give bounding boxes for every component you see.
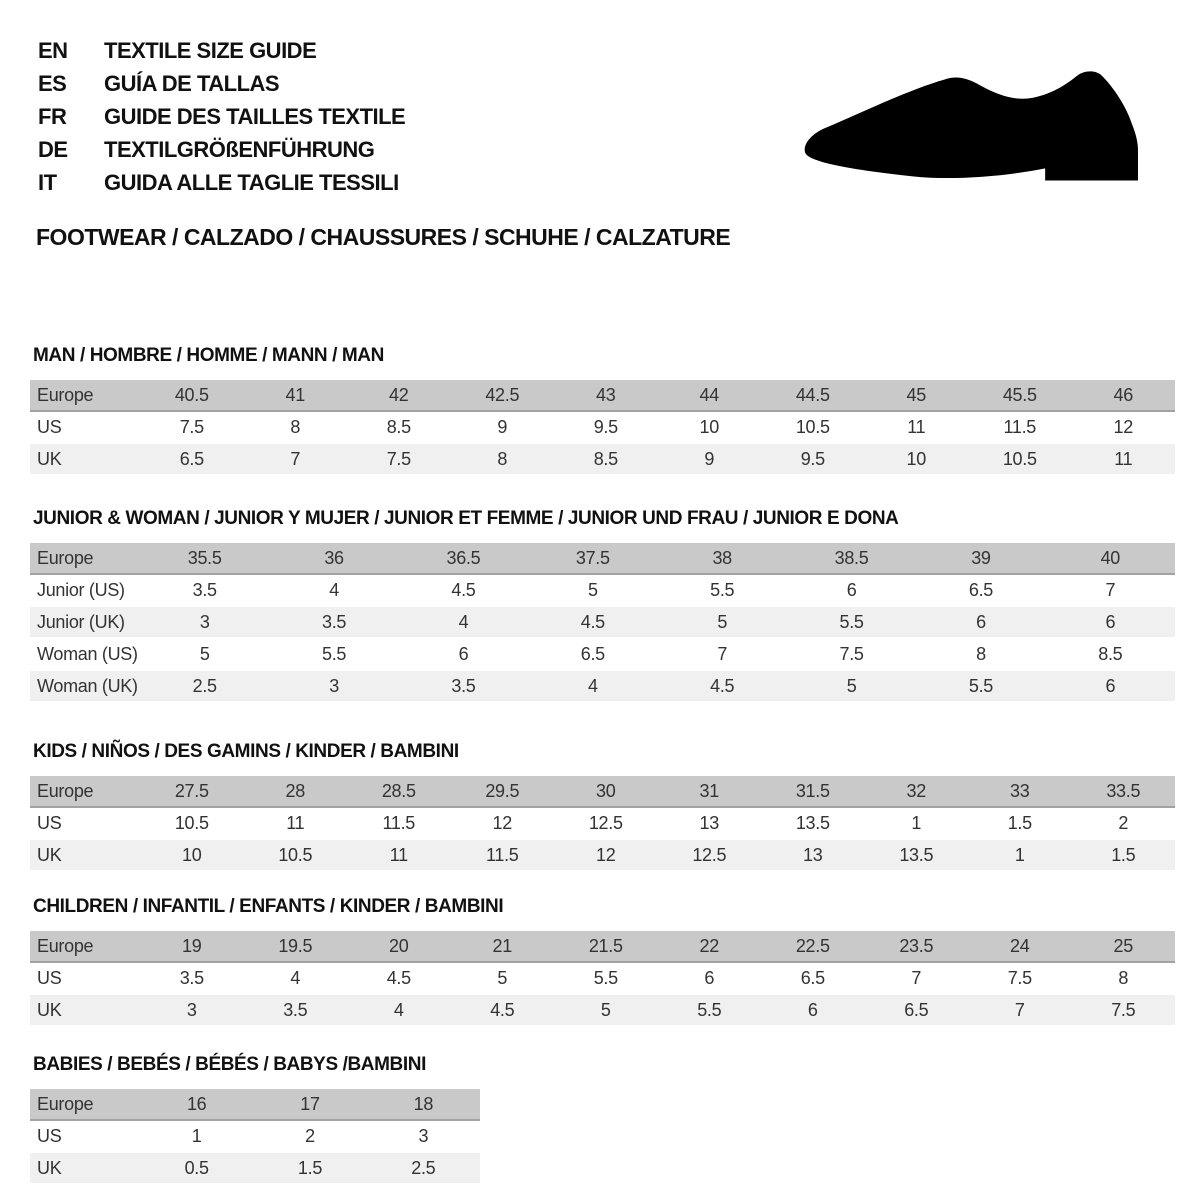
size-cell: 17 — [253, 1089, 366, 1120]
section-junior-woman — [30, 508, 1175, 703]
size-cell: 11 — [347, 839, 451, 871]
size-cell: 33 — [968, 776, 1072, 807]
size-cell: 2 — [1072, 807, 1176, 839]
row-label: Europe — [30, 931, 140, 962]
size-cell: 6 — [761, 994, 865, 1026]
size-cell: 6 — [916, 606, 1045, 638]
size-cell: 1.5 — [968, 807, 1072, 839]
section-kids — [30, 741, 1175, 872]
size-table — [30, 543, 1175, 703]
size-cell: 10 — [140, 839, 244, 871]
size-cell: 11 — [1072, 443, 1176, 475]
size-cell: 40.5 — [140, 380, 244, 411]
size-cell: 4 — [528, 670, 657, 702]
size-header-row — [30, 931, 1175, 962]
size-header-row — [30, 380, 1175, 411]
size-cell: 3.5 — [140, 962, 244, 994]
size-cell: 6.5 — [865, 994, 969, 1026]
size-cell: 10.5 — [140, 807, 244, 839]
size-cell: 9.5 — [761, 443, 865, 475]
size-cell: 8 — [244, 411, 348, 443]
size-cell: 6 — [787, 574, 916, 606]
size-cell: 46 — [1072, 380, 1176, 411]
size-cell: 23.5 — [865, 931, 969, 962]
size-tables — [30, 345, 1175, 1185]
size-cell: 8.5 — [347, 411, 451, 443]
size-cell: 3.5 — [244, 994, 348, 1026]
size-cell: 8.5 — [1046, 638, 1175, 670]
size-cell: 7.5 — [1072, 994, 1176, 1026]
row-label: Junior (UK) — [30, 606, 140, 638]
size-cell: 5.5 — [554, 962, 658, 994]
size-header-row — [30, 776, 1175, 807]
size-table-babies — [30, 1089, 480, 1185]
language-code: DE — [38, 136, 68, 162]
size-cell: 5 — [554, 994, 658, 1026]
size-cell: 45.5 — [968, 380, 1072, 411]
size-cell: 21 — [451, 931, 555, 962]
size-cell: 5 — [658, 606, 787, 638]
size-cell: 10.5 — [761, 411, 865, 443]
size-cell: 20 — [347, 931, 451, 962]
size-cell: 3.5 — [140, 574, 269, 606]
section-title-junior-woman: JUNIOR & WOMAN / JUNIOR Y MUJER / JUNIOR ET FEMME / JUNIOR UND FRAU / JUNIOR E DONA — [33, 508, 899, 529]
size-header-row — [30, 543, 1175, 574]
language-row-en — [38, 34, 405, 67]
size-cell: 1 — [865, 807, 969, 839]
size-cell: 3.5 — [269, 606, 398, 638]
size-cell: 27.5 — [140, 776, 244, 807]
size-cell: 3.5 — [399, 670, 528, 702]
row-label: US — [30, 807, 140, 839]
guide-title-de: TEXTILGRÖßENFÜHRUNG — [104, 136, 375, 162]
size-cell: 7.5 — [140, 411, 244, 443]
size-cell: 45 — [865, 380, 969, 411]
size-cell: 6.5 — [140, 443, 244, 475]
size-cell: 6 — [399, 638, 528, 670]
category-heading: FOOTWEAR / CALZADO / CHAUSSURES / SCHUHE / CALZATURE — [36, 224, 731, 250]
size-cell: 21.5 — [554, 931, 658, 962]
size-row — [30, 994, 1175, 1026]
size-cell: 4.5 — [451, 994, 555, 1026]
size-cell: 1 — [968, 839, 1072, 871]
section-title-kids: KIDS / NIÑOS / DES GAMINS / KINDER / BAMBINI — [33, 741, 459, 762]
size-table — [30, 380, 1175, 476]
size-cell: 2 — [253, 1120, 366, 1152]
language-code: ES — [38, 70, 67, 96]
language-code: IT — [38, 169, 57, 195]
size-cell: 1.5 — [1072, 839, 1176, 871]
row-label: UK — [30, 443, 140, 475]
size-cell: 28.5 — [347, 776, 451, 807]
size-cell: 13.5 — [761, 807, 865, 839]
row-label: UK — [30, 839, 140, 871]
row-label: UK — [30, 994, 140, 1026]
size-cell: 11.5 — [347, 807, 451, 839]
guide-title-it: GUIDA ALLE TAGLIE TESSILI — [104, 169, 399, 195]
size-cell: 43 — [554, 380, 658, 411]
section-man — [30, 345, 1175, 476]
section-babies — [30, 1054, 1175, 1185]
size-cell: 38 — [658, 543, 787, 574]
row-label: Woman (UK) — [30, 670, 140, 702]
size-cell: 19.5 — [244, 931, 348, 962]
size-cell: 7 — [1046, 574, 1175, 606]
size-cell: 35.5 — [140, 543, 269, 574]
size-cell: 12.5 — [658, 839, 762, 871]
size-cell: 4 — [347, 994, 451, 1026]
size-cell: 4.5 — [347, 962, 451, 994]
size-cell: 10 — [865, 443, 969, 475]
size-cell: 18 — [367, 1089, 480, 1120]
size-cell: 2.5 — [367, 1152, 480, 1184]
size-cell: 24 — [968, 931, 1072, 962]
language-row-fr — [38, 100, 405, 133]
size-cell: 44 — [658, 380, 762, 411]
size-cell: 9 — [451, 411, 555, 443]
size-cell: 3 — [140, 606, 269, 638]
size-cell: 6.5 — [916, 574, 1045, 606]
size-cell: 7.5 — [787, 638, 916, 670]
size-cell: 6 — [1046, 606, 1175, 638]
size-cell: 0.5 — [140, 1152, 253, 1184]
size-cell: 3 — [367, 1120, 480, 1152]
size-cell: 13.5 — [865, 839, 969, 871]
size-cell: 38.5 — [787, 543, 916, 574]
size-cell: 3 — [140, 994, 244, 1026]
size-cell: 13 — [761, 839, 865, 871]
size-cell: 5.5 — [916, 670, 1045, 702]
language-row-de — [38, 133, 405, 166]
size-cell: 10 — [658, 411, 762, 443]
size-cell: 12 — [451, 807, 555, 839]
row-label: Europe — [30, 380, 140, 411]
size-cell: 11.5 — [968, 411, 1072, 443]
size-cell: 30 — [554, 776, 658, 807]
size-table — [30, 931, 1175, 1027]
section-title-children: CHILDREN / INFANTIL / ENFANTS / KINDER / BAMBINI — [33, 896, 504, 917]
size-cell: 33.5 — [1072, 776, 1176, 807]
size-cell: 7 — [968, 994, 1072, 1026]
size-cell: 39 — [916, 543, 1045, 574]
size-cell: 31 — [658, 776, 762, 807]
size-cell: 12.5 — [554, 807, 658, 839]
size-cell: 11.5 — [451, 839, 555, 871]
size-cell: 12 — [1072, 411, 1176, 443]
size-cell: 22 — [658, 931, 762, 962]
size-row — [30, 962, 1175, 994]
size-cell: 9.5 — [554, 411, 658, 443]
size-cell: 11 — [865, 411, 969, 443]
size-row — [30, 443, 1175, 475]
section-children — [30, 896, 1175, 1027]
size-cell: 4 — [269, 574, 398, 606]
row-label: US — [30, 962, 140, 994]
size-cell: 44.5 — [761, 380, 865, 411]
size-table-children — [30, 931, 1175, 1027]
size-row — [30, 606, 1175, 638]
size-table-man — [30, 380, 1175, 476]
size-cell: 37.5 — [528, 543, 657, 574]
size-header-row — [30, 1089, 480, 1120]
size-cell: 41 — [244, 380, 348, 411]
guide-title-es: GUÍA DE TALLAS — [104, 70, 280, 96]
size-cell: 6.5 — [761, 962, 865, 994]
size-cell: 5 — [140, 638, 269, 670]
size-row — [30, 1120, 480, 1152]
size-row — [30, 839, 1175, 871]
size-cell: 31.5 — [761, 776, 865, 807]
row-label: Europe — [30, 776, 140, 807]
size-cell: 1 — [140, 1120, 253, 1152]
size-row — [30, 411, 1175, 443]
size-cell: 4.5 — [658, 670, 787, 702]
size-cell: 10.5 — [244, 839, 348, 871]
language-code: FR — [38, 103, 67, 129]
size-cell: 5 — [451, 962, 555, 994]
size-cell: 8.5 — [554, 443, 658, 475]
size-row — [30, 1152, 480, 1184]
size-cell: 7 — [658, 638, 787, 670]
size-cell: 5.5 — [658, 994, 762, 1026]
guide-title-en: TEXTILE SIZE GUIDE — [104, 37, 317, 63]
size-cell: 36.5 — [399, 543, 528, 574]
size-cell: 36 — [269, 543, 398, 574]
size-row — [30, 574, 1175, 606]
size-cell: 7.5 — [347, 443, 451, 475]
size-cell: 7 — [865, 962, 969, 994]
size-cell: 5.5 — [658, 574, 787, 606]
size-cell: 25 — [1072, 931, 1176, 962]
size-cell: 7.5 — [968, 962, 1072, 994]
size-cell: 4 — [399, 606, 528, 638]
size-cell: 7 — [244, 443, 348, 475]
size-table — [30, 776, 1175, 872]
language-code: EN — [38, 37, 68, 63]
size-cell: 5.5 — [787, 606, 916, 638]
size-cell: 4.5 — [528, 606, 657, 638]
size-cell: 12 — [554, 839, 658, 871]
size-cell: 42 — [347, 380, 451, 411]
size-cell: 32 — [865, 776, 969, 807]
size-table-junior-woman — [30, 543, 1175, 703]
size-cell: 5.5 — [269, 638, 398, 670]
size-cell: 2.5 — [140, 670, 269, 702]
language-row-it — [38, 166, 405, 199]
size-cell: 5 — [787, 670, 916, 702]
size-cell: 13 — [658, 807, 762, 839]
size-cell: 3 — [269, 670, 398, 702]
size-row — [30, 807, 1175, 839]
guide-title-fr: GUIDE DES TAILLES TEXTILE — [104, 103, 406, 129]
size-cell: 10.5 — [968, 443, 1072, 475]
row-label: US — [30, 411, 140, 443]
size-cell: 22.5 — [761, 931, 865, 962]
size-cell: 8 — [451, 443, 555, 475]
section-title-babies: BABIES / BEBÉS / BÉBÉS / BABYS /BAMBINI — [33, 1054, 426, 1075]
size-row — [30, 670, 1175, 702]
size-cell: 1.5 — [253, 1152, 366, 1184]
size-cell: 6 — [1046, 670, 1175, 702]
size-cell: 19 — [140, 931, 244, 962]
section-title-man: MAN / HOMBRE / HOMME / MANN / MAN — [33, 345, 384, 366]
row-label: UK — [30, 1152, 140, 1184]
size-cell: 11 — [244, 807, 348, 839]
row-label: Europe — [30, 543, 140, 574]
size-cell: 4 — [244, 962, 348, 994]
size-cell: 40 — [1046, 543, 1175, 574]
size-cell: 16 — [140, 1089, 253, 1120]
size-cell: 6.5 — [528, 638, 657, 670]
language-title-list — [38, 34, 405, 199]
size-cell: 8 — [916, 638, 1045, 670]
size-cell: 28 — [244, 776, 348, 807]
size-cell: 4.5 — [399, 574, 528, 606]
size-cell: 29.5 — [451, 776, 555, 807]
size-cell: 6 — [658, 962, 762, 994]
size-cell: 9 — [658, 443, 762, 475]
row-label: Europe — [30, 1089, 140, 1120]
size-cell: 42.5 — [451, 380, 555, 411]
size-cell: 5 — [528, 574, 657, 606]
size-table — [30, 1089, 480, 1185]
size-row — [30, 638, 1175, 670]
shoe-icon — [803, 70, 1141, 184]
size-cell: 8 — [1072, 962, 1176, 994]
row-label: US — [30, 1120, 140, 1152]
size-table-kids — [30, 776, 1175, 872]
row-label: Woman (US) — [30, 638, 140, 670]
row-label: Junior (US) — [30, 574, 140, 606]
language-row-es — [38, 67, 405, 100]
